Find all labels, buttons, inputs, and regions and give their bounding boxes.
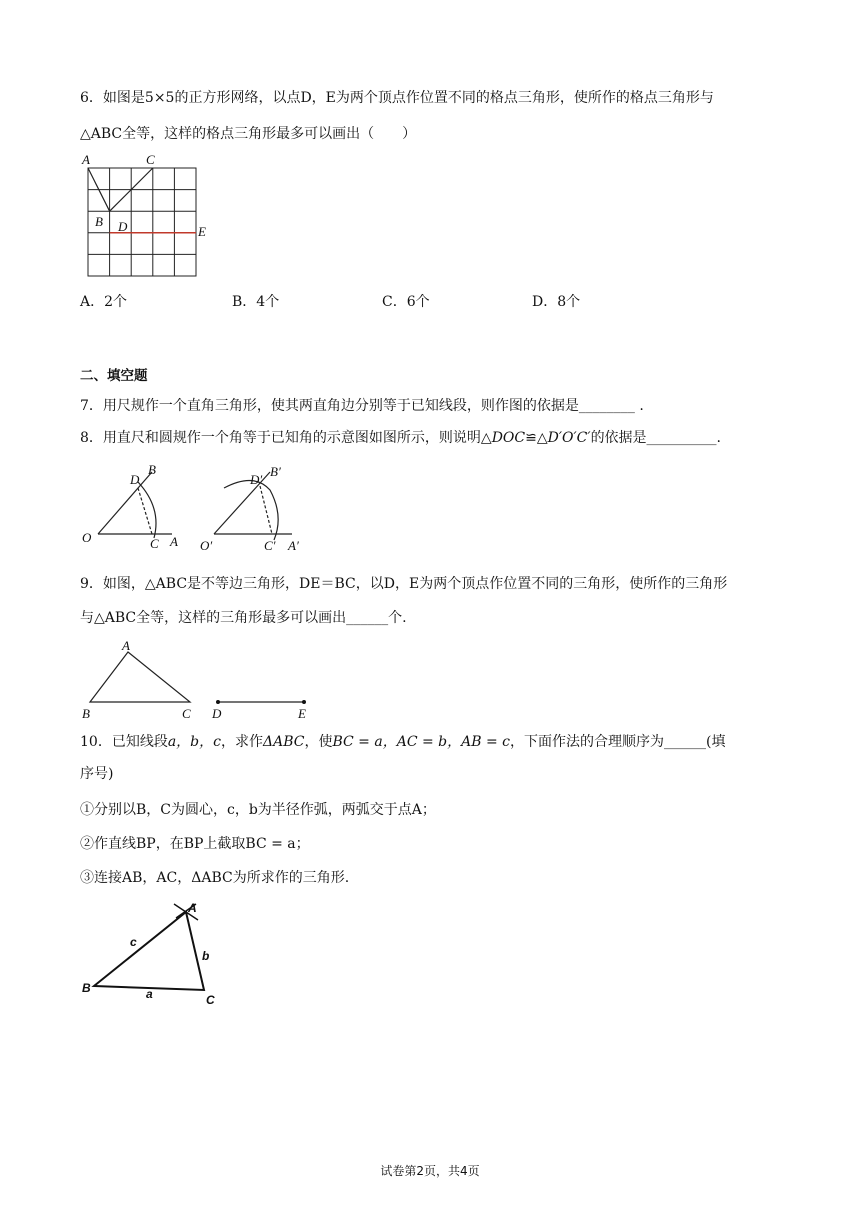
- q8-f2-A: A′: [288, 538, 299, 553]
- q6-grid-figure: [78, 152, 218, 282]
- q6-label-B: B: [95, 214, 103, 229]
- q6-text-line1: 6．如图是5×5的正方形网络，以点D，E为两个顶点作位置不同的格点三角形，使所作的格点三角形与: [80, 90, 714, 106]
- q6-label-E: E: [198, 224, 206, 239]
- q10-label-A: A: [188, 901, 197, 915]
- q6-label-D: D: [118, 219, 128, 234]
- q8-figure-1: [78, 460, 188, 555]
- q9-label-C: C: [182, 706, 191, 721]
- q10-text-line2: 序号): [80, 766, 114, 782]
- section-heading: 二、填空题: [80, 368, 148, 384]
- q9-label-E: E: [298, 706, 306, 721]
- q6-label-C: C: [146, 152, 155, 167]
- q8-f2-D: D′: [250, 472, 263, 487]
- q6-option-a: A．2个: [80, 294, 128, 310]
- q8-f1-C: C: [150, 536, 159, 551]
- q10-figure: [78, 898, 238, 1010]
- q10-label-c: c: [130, 935, 137, 949]
- q8-text: 8．用直尺和圆规作一个角等于已知角的示意图如图所示，则说明△DOC≌△D′O′C′的依据是__________.: [80, 430, 722, 446]
- q8-f1-A: A: [170, 534, 178, 549]
- q6-option-b: B．4个: [232, 294, 280, 310]
- q10-step2: ②作直线BP，在BP上截取BC = a；: [80, 836, 310, 852]
- q7-text: 7．用尺规作一个直角三角形，使其两直角边分别等于已知线段，则作图的依据是________ .: [80, 398, 644, 414]
- q8-f1-O: O: [82, 530, 92, 545]
- q9-label-B: B: [82, 706, 90, 721]
- q6-option-d: D．8个: [532, 294, 581, 310]
- q6-text-line2: △ABC全等，这样的格点三角形最多可以画出（ ）: [80, 126, 417, 142]
- q8-f2-O: O′: [200, 538, 213, 553]
- q10-label-B: B: [82, 981, 91, 995]
- q6-label-A: A: [82, 152, 90, 167]
- q10-label-C: C: [206, 993, 215, 1007]
- q9-text-line2: 与△ABC全等，这样的三角形最多可以画出______个.: [80, 610, 407, 626]
- q10-step3: ③连接AB，AC，ΔABC为所求作的三角形.: [80, 870, 350, 886]
- q9-label-A: A: [122, 638, 130, 653]
- q10-step1: ①分别以B，C为圆心，c，b为半径作弧，两弧交于点A；: [80, 802, 436, 818]
- q6-option-c: C．6个: [382, 294, 430, 310]
- q10-label-a: a: [146, 987, 153, 1001]
- q8-f2-C: C′: [264, 538, 276, 553]
- q10-text-line1: 10．已知线段a，b，c，求作ΔABC，使BC = a，AC = b，AB = c，下面作法的合理顺序为______(填: [80, 734, 726, 750]
- q8-f1-B: B: [148, 462, 156, 477]
- q8-f1-D: D: [130, 472, 140, 487]
- page-footer: 试卷第2页，共4页: [380, 1164, 480, 1178]
- q9-figure: [78, 636, 328, 724]
- q8-figure-2: [198, 460, 318, 555]
- q9-text-line1: 9．如图，△ABC是不等边三角形，DE＝BC，以D，E为两个顶点作位置不同的三角形，使所作的三角形: [80, 576, 728, 592]
- q10-label-b: b: [202, 949, 210, 963]
- q8-f2-B: B′: [270, 464, 281, 479]
- q9-label-D: D: [212, 706, 222, 721]
